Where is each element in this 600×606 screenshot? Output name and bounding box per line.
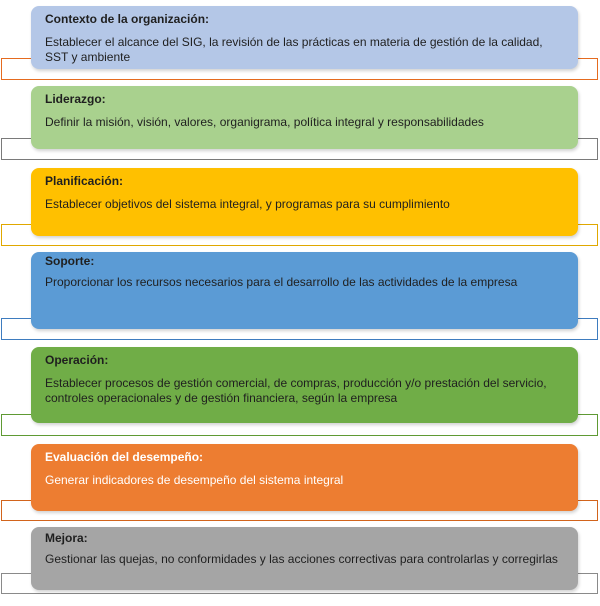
step-title: Contexto de la organización: <box>45 12 210 26</box>
step-card-planificacion <box>31 168 578 236</box>
step-title: Operación: <box>45 353 109 367</box>
step-description: Establecer objetivos del sistema integral, y programas para su cumplimiento <box>45 197 450 211</box>
step-description: Generar indicadores de desempeño del sistema integral <box>45 473 344 487</box>
step-description: Gestionar las quejas, no conformidades y las acciones correctivas para controlarlas y corregirlas <box>45 552 558 566</box>
step-title: Planificación: <box>45 174 124 188</box>
step-title: Liderazgo: <box>45 92 106 106</box>
step-card-evaluacion <box>31 444 578 511</box>
step-title: Mejora: <box>45 531 88 545</box>
step-title: Evaluación del desempeño: <box>45 450 204 464</box>
step-card-operacion <box>31 347 578 423</box>
step-card-soporte <box>31 252 578 329</box>
step-description: Establecer el alcance del SIG, la revisión de las prácticas en materia de gestión de la calidad, SST y ambiente <box>45 35 543 64</box>
step-description: Definir la misión, visión, valores, organigrama, política integral y responsabilidades <box>45 115 484 129</box>
step-card-liderazgo <box>31 86 578 149</box>
step-title: Soporte: <box>45 254 95 268</box>
step-card-mejora <box>31 527 578 590</box>
step-card-contexto <box>31 6 578 69</box>
step-description: Proporcionar los recursos necesarios para el desarrollo de las actividades de la empresa <box>45 275 518 289</box>
step-description: Establecer procesos de gestión comercial, de compras, producción y/o prestación del servicio, controles operacionales y de gestión financiera, según la empresa <box>45 376 547 405</box>
